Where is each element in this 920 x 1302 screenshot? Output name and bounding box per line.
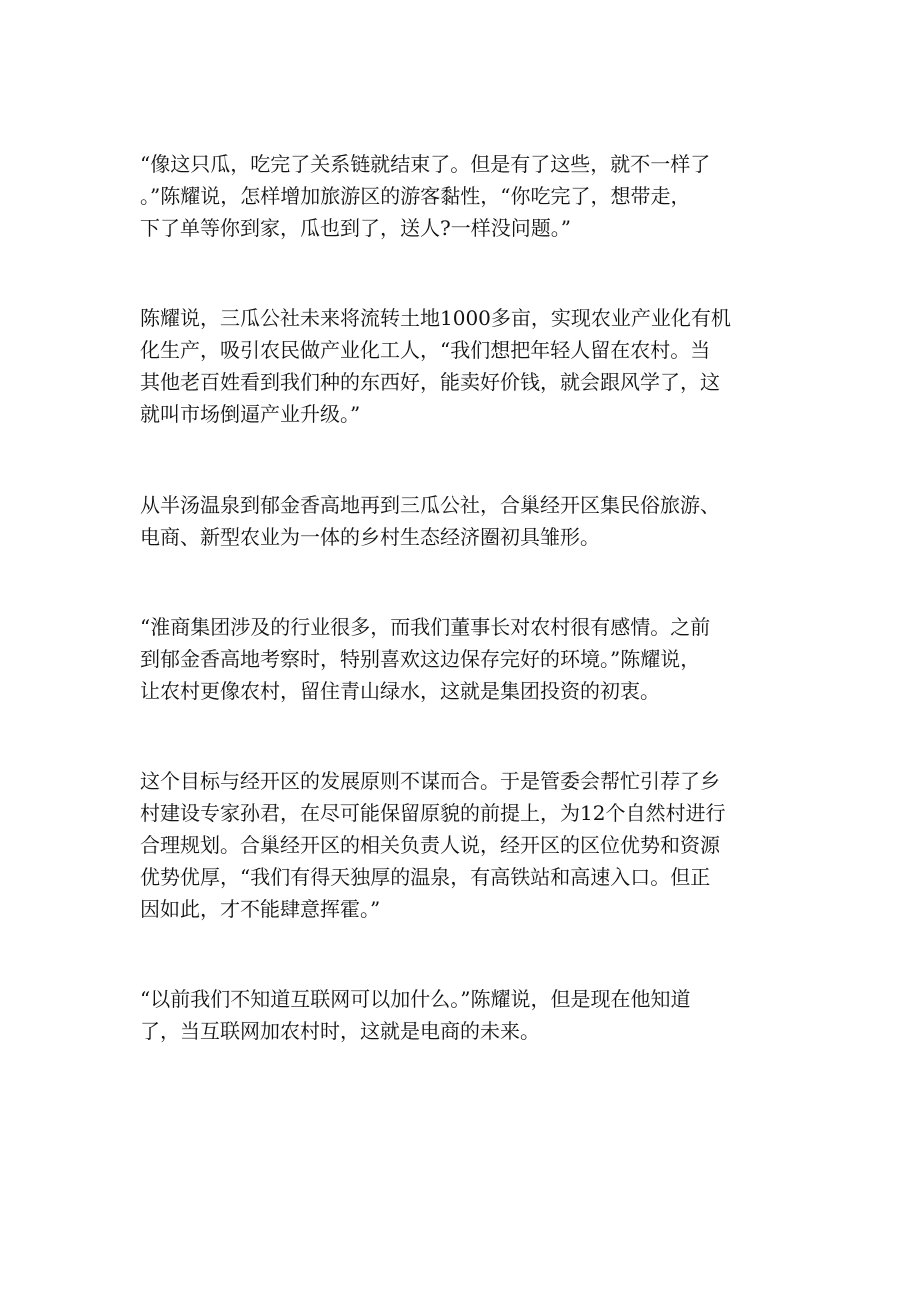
paragraph-1	[140, 148, 780, 244]
text-line: 陈耀说，三瓜公社未来将流转土地1000多亩，实现农业产业化有机	[140, 306, 731, 330]
paragraph-2	[140, 302, 780, 430]
paragraph-6	[140, 983, 780, 1047]
text-line: 了，当互联网加农村时，这就是电商的未来。	[140, 1019, 540, 1043]
text-line: 这个目标与经开区的发展原则不谋而合。于是管委会帮忙引荐了乡	[140, 769, 720, 793]
text-line: 因如此，才不能肆意挥霍。”	[140, 897, 381, 921]
text-line: 化生产，吸引农民做产业化工人，“我们想把年轻人留在农村。当	[140, 338, 711, 362]
text-line: 就叫市场倒逼产业升级。”	[140, 402, 361, 426]
text-line: 。”陈耀说，怎样增加旅游区的游客黏性，“你吃完了，想带走，	[140, 184, 691, 208]
text-line: 其他老百姓看到我们种的东西好，能卖好价钱，就会跟风学了，这	[140, 370, 720, 394]
text-line: “像这只瓜，吃完了关系链就结束了。但是有了这些，就不一样了	[140, 152, 711, 176]
text-line: 到郁金香高地考察时，特别喜欢这边保存完好的环境。”陈耀说，	[140, 647, 701, 671]
paragraph-5	[140, 765, 780, 925]
text-line: 下了单等你到家，瓜也到了，送人?一样没问题。”	[140, 216, 571, 240]
paragraph-4	[140, 611, 780, 707]
text-line: 村建设专家孙君，在尽可能保留原貌的前提上，为12个自然村进行	[140, 801, 726, 825]
text-line: 合理规划。合巢经开区的相关负责人说，经开区的区位优势和资源	[140, 833, 720, 857]
article-body	[140, 148, 780, 1047]
text-line: “以前我们不知道互联网可以加什么。”陈耀说，但是现在他知道	[140, 987, 691, 1011]
text-line: 电商、新型农业为一体的乡村生态经济圈初具雏形。	[140, 525, 600, 549]
text-line: 让农村更像农村，留住青山绿水，这就是集团投资的初衷。	[140, 679, 660, 703]
text-line: 从半汤温泉到郁金香高地再到三瓜公社，合巢经开区集民俗旅游、	[140, 493, 720, 517]
text-line: “淮商集团涉及的行业很多，而我们董事长对农村很有感情。之前	[140, 615, 711, 639]
text-line: 优势优厚，“我们有得天独厚的温泉，有高铁站和高速入口。但正	[140, 865, 711, 889]
paragraph-3	[140, 489, 780, 553]
